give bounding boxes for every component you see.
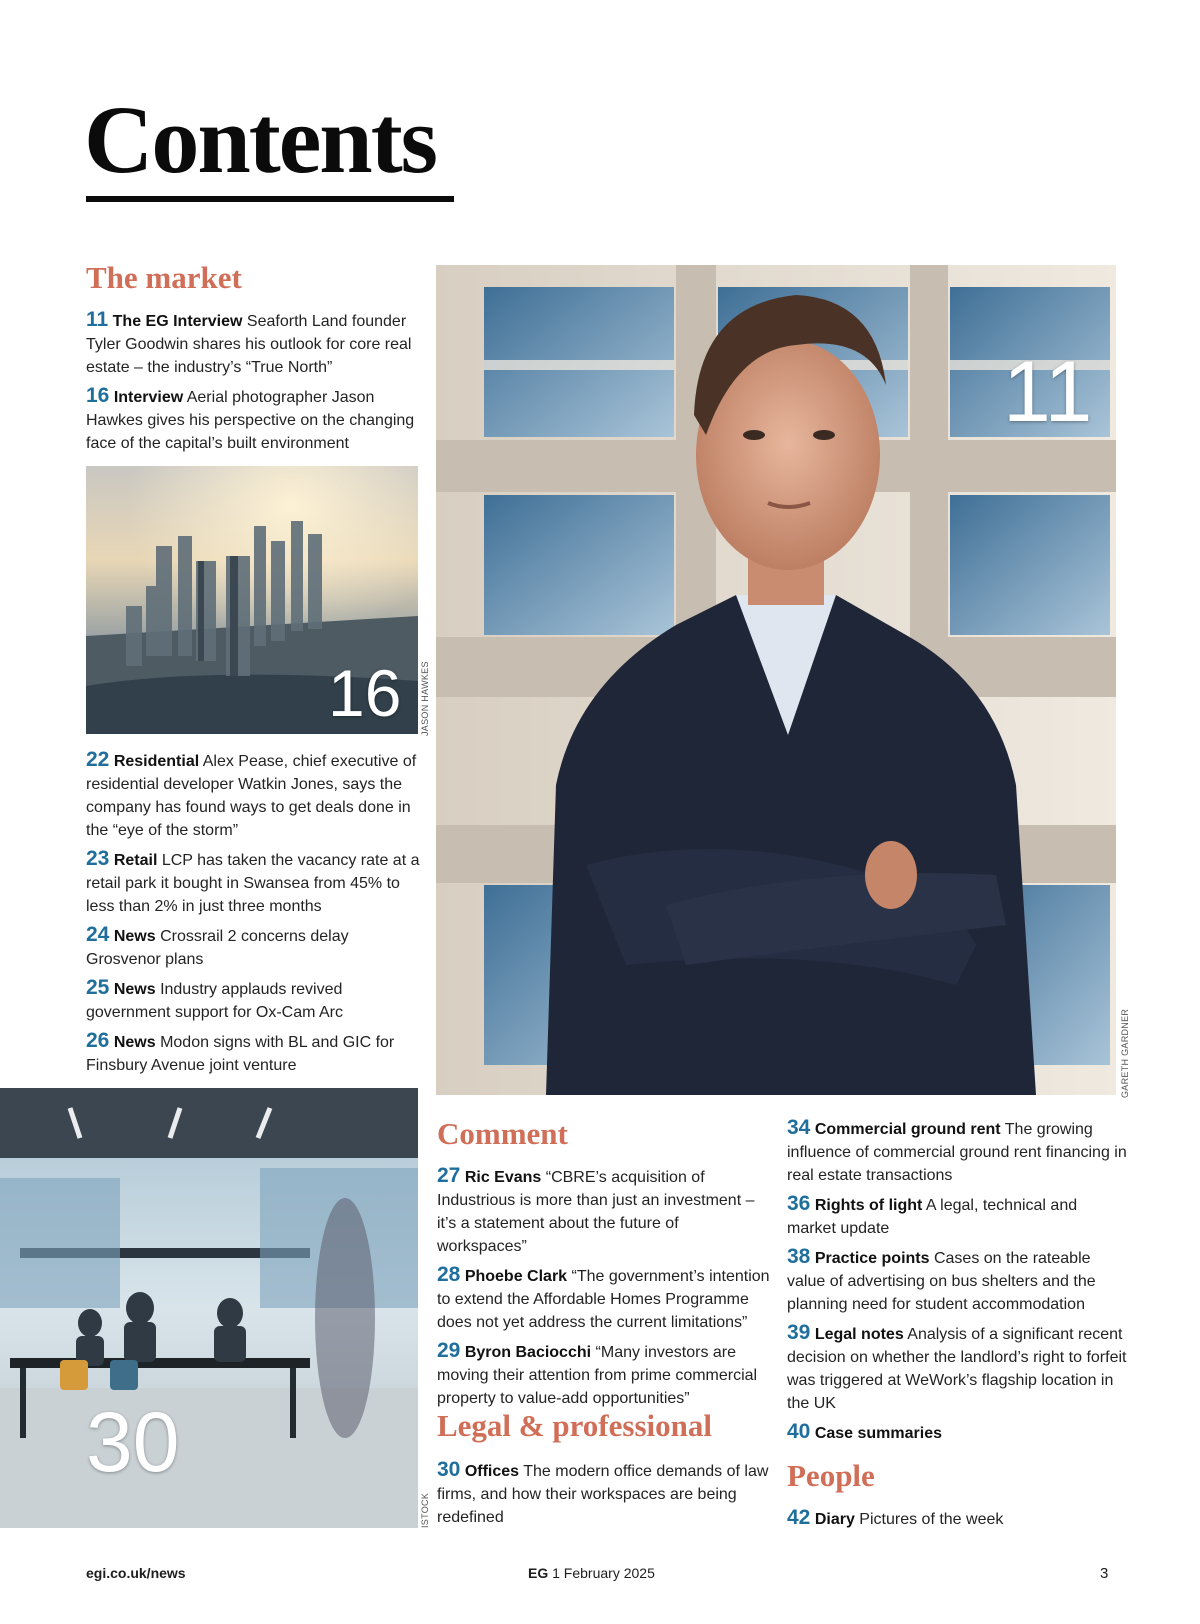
office-page-number: 30 xyxy=(86,1395,180,1489)
entry-description: “CBRE’s acquisition of Industrious is more than just an investment – it’s a statement about the future of workspaces” xyxy=(437,1169,755,1255)
entry-label: Diary xyxy=(814,1511,855,1528)
entry-label: Case summaries xyxy=(814,1425,942,1442)
legal-right-entries xyxy=(787,1116,1127,1450)
entry-description: “Many investors are moving their attention from prime commercial property to value-add opportunities” xyxy=(437,1344,758,1407)
entry-page-number: 25 xyxy=(86,976,110,999)
title-underline xyxy=(86,196,454,202)
aerial-photo-credit: JASON HAWKES xyxy=(420,661,430,736)
entry-page-number: 16 xyxy=(86,384,110,407)
entry-page-number: 22 xyxy=(86,748,110,771)
contents-entry[interactable] xyxy=(86,384,421,455)
people-entries xyxy=(787,1506,1127,1536)
entry-page-number: 24 xyxy=(86,923,110,946)
entry-description: Modon signs with BL and GIC for Finsbury Avenue joint venture xyxy=(86,1034,395,1074)
entry-label: Legal notes xyxy=(814,1326,904,1343)
entry-description: The modern office demands of law firms, and how their workspaces are being redefined xyxy=(437,1463,769,1526)
section-heading-legal: Legal & professional xyxy=(437,1408,712,1443)
entry-description: Industry applauds revived government support for Ox-Cam Arc xyxy=(86,981,343,1021)
entry-label: Interview xyxy=(113,389,184,406)
contents-entry[interactable] xyxy=(787,1321,1127,1415)
entry-page-number: 28 xyxy=(437,1263,461,1286)
footer-magazine-name: EG xyxy=(528,1565,549,1581)
entry-label: Retail xyxy=(113,852,158,869)
entry-description: Aerial photographer Jason Hawkes gives his perspective on the changing face of the capital’s built environment xyxy=(86,389,415,452)
entry-page-number: 34 xyxy=(787,1116,811,1139)
contents-entry[interactable] xyxy=(787,1506,1127,1531)
office-photo-credit: ISTOCK xyxy=(420,1492,430,1528)
entry-label: Commercial ground rent xyxy=(814,1121,1001,1138)
contents-entry[interactable] xyxy=(787,1420,1127,1445)
entry-page-number: 26 xyxy=(86,1029,110,1052)
entry-page-number: 39 xyxy=(787,1321,811,1344)
entry-page-number: 30 xyxy=(437,1458,461,1481)
contents-entry[interactable] xyxy=(787,1192,1127,1240)
section-heading-people: People xyxy=(787,1458,875,1493)
entry-label: Rights of light xyxy=(814,1197,923,1214)
aerial-page-number: 16 xyxy=(328,656,402,730)
portrait-photo-credit: GARETH GARDNER xyxy=(1120,1008,1130,1098)
entry-description: A legal, technical and market update xyxy=(787,1197,1078,1237)
contents-entry[interactable] xyxy=(437,1263,772,1334)
contents-entry[interactable] xyxy=(86,847,421,918)
contents-entry[interactable] xyxy=(787,1245,1127,1316)
footer-date: 1 February 2025 xyxy=(552,1565,655,1581)
entry-description: “The government’s intention to extend the Affordable Homes Programme does not yet address the current limitations” xyxy=(437,1268,770,1331)
entry-page-number: 29 xyxy=(437,1339,461,1362)
entry-label: Practice points xyxy=(814,1250,930,1267)
entry-label: Byron Baciocchi xyxy=(464,1344,592,1361)
portrait-page-number: 11 xyxy=(1003,344,1093,440)
contents-entry[interactable] xyxy=(86,976,421,1024)
entry-page-number: 38 xyxy=(787,1245,811,1268)
legal-entries xyxy=(437,1458,772,1534)
contents-entry[interactable] xyxy=(86,923,421,971)
entry-page-number: 27 xyxy=(437,1164,461,1187)
entry-description: Crossrail 2 concerns delay Grosvenor plans xyxy=(86,928,349,968)
market-entries xyxy=(86,308,421,460)
market-entries-continued xyxy=(86,748,421,1082)
section-heading-comment: Comment xyxy=(437,1116,568,1151)
entry-page-number: 42 xyxy=(787,1506,811,1529)
entry-page-number: 40 xyxy=(787,1420,811,1443)
contents-entry[interactable] xyxy=(86,308,421,379)
entry-description: Analysis of a significant recent decision on whether the landlord’s right to forfeit was triggered at WeWork’s flagship location in the UK xyxy=(787,1326,1127,1412)
footer-website[interactable]: egi.co.uk/news xyxy=(86,1565,186,1581)
entry-label: Ric Evans xyxy=(464,1169,542,1186)
office-photo xyxy=(0,1088,418,1528)
contents-entry[interactable] xyxy=(437,1458,772,1529)
entry-description: Alex Pease, chief executive of residential developer Watkin Jones, says the company has found ways to get deals done in the “eye of the storm” xyxy=(86,753,417,839)
entry-page-number: 11 xyxy=(86,308,109,331)
contents-entry[interactable] xyxy=(437,1339,772,1410)
entry-label: News xyxy=(113,981,156,998)
page-title: Contents xyxy=(84,86,437,193)
entry-label: Residential xyxy=(113,753,200,770)
entry-description: Cases on the rateable value of advertising on bus shelters and the planning need for student accommodation xyxy=(787,1250,1096,1313)
entry-label: The EG Interview xyxy=(112,313,243,330)
entry-description: Pictures of the week xyxy=(859,1511,1004,1528)
entry-description: Seaforth Land founder Tyler Goodwin shares his outlook for core real estate – the industry’s “True North” xyxy=(86,313,412,376)
contents-entry[interactable] xyxy=(86,1029,421,1077)
entry-label: News xyxy=(113,928,156,945)
page-number: 3 xyxy=(1100,1565,1109,1582)
entry-page-number: 36 xyxy=(787,1192,811,1215)
entry-description: The growing influence of commercial ground rent financing in real estate transactions xyxy=(787,1121,1127,1184)
contents-entry[interactable] xyxy=(437,1164,772,1258)
contents-entry[interactable] xyxy=(86,748,421,842)
section-heading-market: The market xyxy=(86,260,242,295)
entry-page-number: 23 xyxy=(86,847,110,870)
entry-label: Offices xyxy=(464,1463,520,1480)
footer-issue xyxy=(528,1565,655,1581)
entry-label: Phoebe Clark xyxy=(464,1268,568,1285)
entry-description: LCP has taken the vacancy rate at a retail park it bought in Swansea from 45% to less than 2% in just three months xyxy=(86,852,420,915)
comment-entries xyxy=(437,1164,772,1415)
contents-entry[interactable] xyxy=(787,1116,1127,1187)
entry-label: News xyxy=(113,1034,156,1051)
